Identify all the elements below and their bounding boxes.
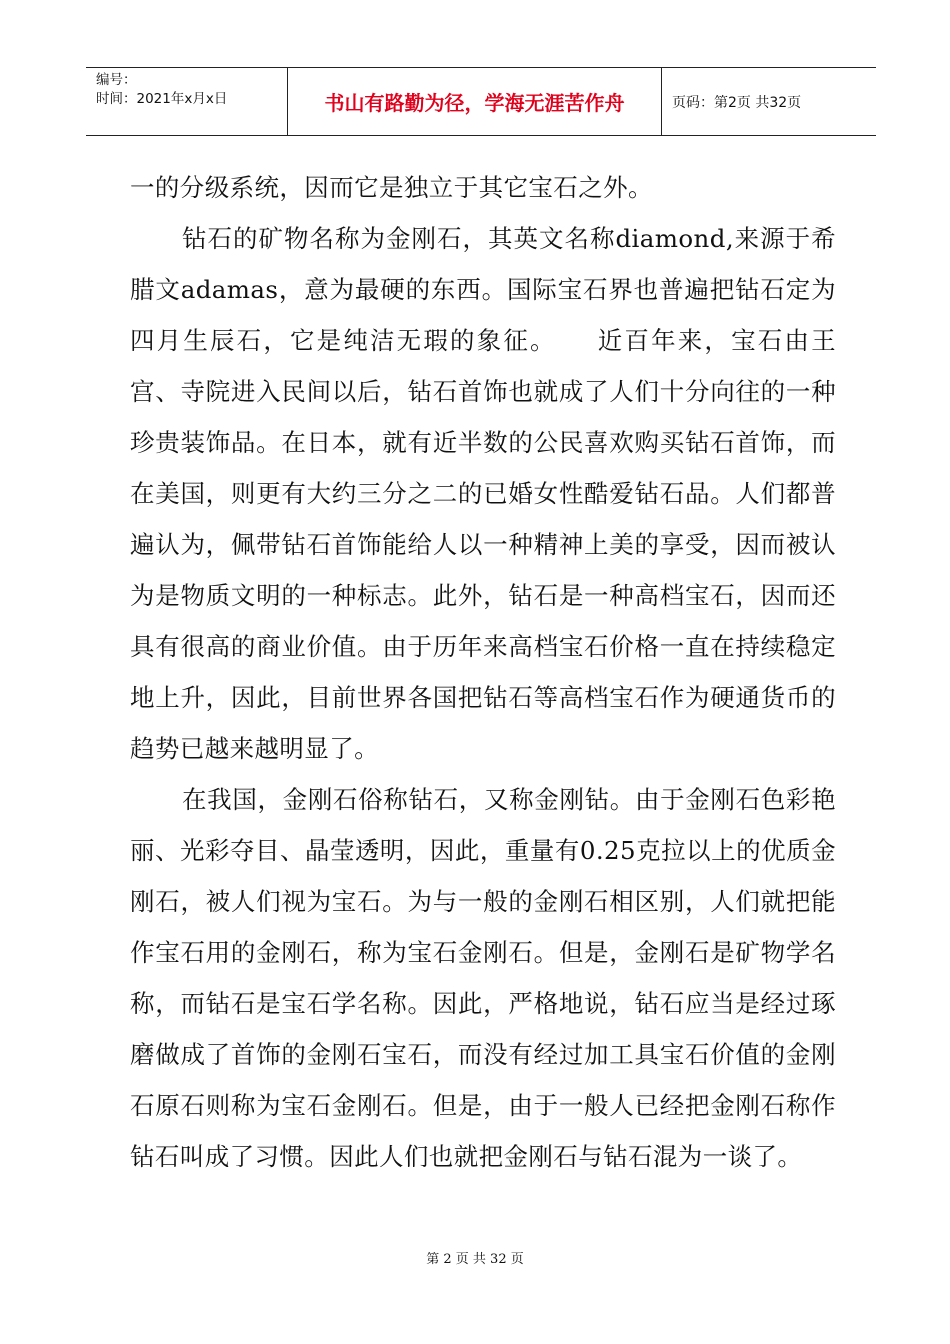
header-motto: 书山有路勤为径，学海无涯苦作舟 [288, 68, 662, 135]
document-body [130, 162, 836, 1182]
document-time-label: 时间：2021年x月x日 [96, 91, 228, 107]
header-meta [86, 68, 288, 135]
page-header [86, 67, 876, 136]
document-code-label: 编号： [96, 72, 137, 88]
paragraph-diamond-origin: 钻石的矿物名称为金刚石，其英文名称diamond,来源于希腊文adamas，意为最硬的东西。国际宝石界也普遍把钻石定为四月生辰石，它是纯洁无瑕的象征。 近百年来，宝石由王宫、寺院进入民间以后，钻石首饰也就成了人们十分向往的一种珍贵装饰品。在日本，就有近半数的公民喜欢购买钻石首饰，而在美国，则更有大约三分之二的已婚女性酷爱钻石品。人们都普遍认为，佩带钻石首饰能给人以一种精神上美的享受，因而被认为是物质文明的一种标志。此外，钻石是一种高档宝石，因而还具有很高的商业价值。由于历年来高档宝石价格一直在持续稳定地上升，因此，目前世界各国把钻石等高档宝石作为硬通货币的趋势已越来越明显了。 [130, 224, 836, 763]
paragraph-continuation: 一的分级系统，因而它是独立于其它宝石之外。 [130, 173, 653, 202]
paragraph-diamond-in-china: 在我国，金刚石俗称钻石，又称金刚钻。由于金刚石色彩艳丽、光彩夺目、晶莹透明，因此，重量有0.25克拉以上的优质金刚石，被人们视为宝石。为与一般的金刚石相区别，人们就把能作宝石用的金刚石，称为宝石金刚石。但是，金刚石是矿物学名称，而钻石是宝石学名称。因此，严格地说，钻石应当是经过琢磨做成了首饰的金刚石宝石，而没有经过加工具宝石价值的金刚石原石则称为宝石金刚石。但是，由于一般人已经把金刚石称作钻石叫成了习惯。因此人们也就把金刚石与钻石混为一谈了。 [130, 785, 836, 1171]
page-footer: 第 2 页 共 32 页 [426, 1252, 524, 1267]
header-page-number: 页码：第2页 共32页 [672, 94, 802, 111]
